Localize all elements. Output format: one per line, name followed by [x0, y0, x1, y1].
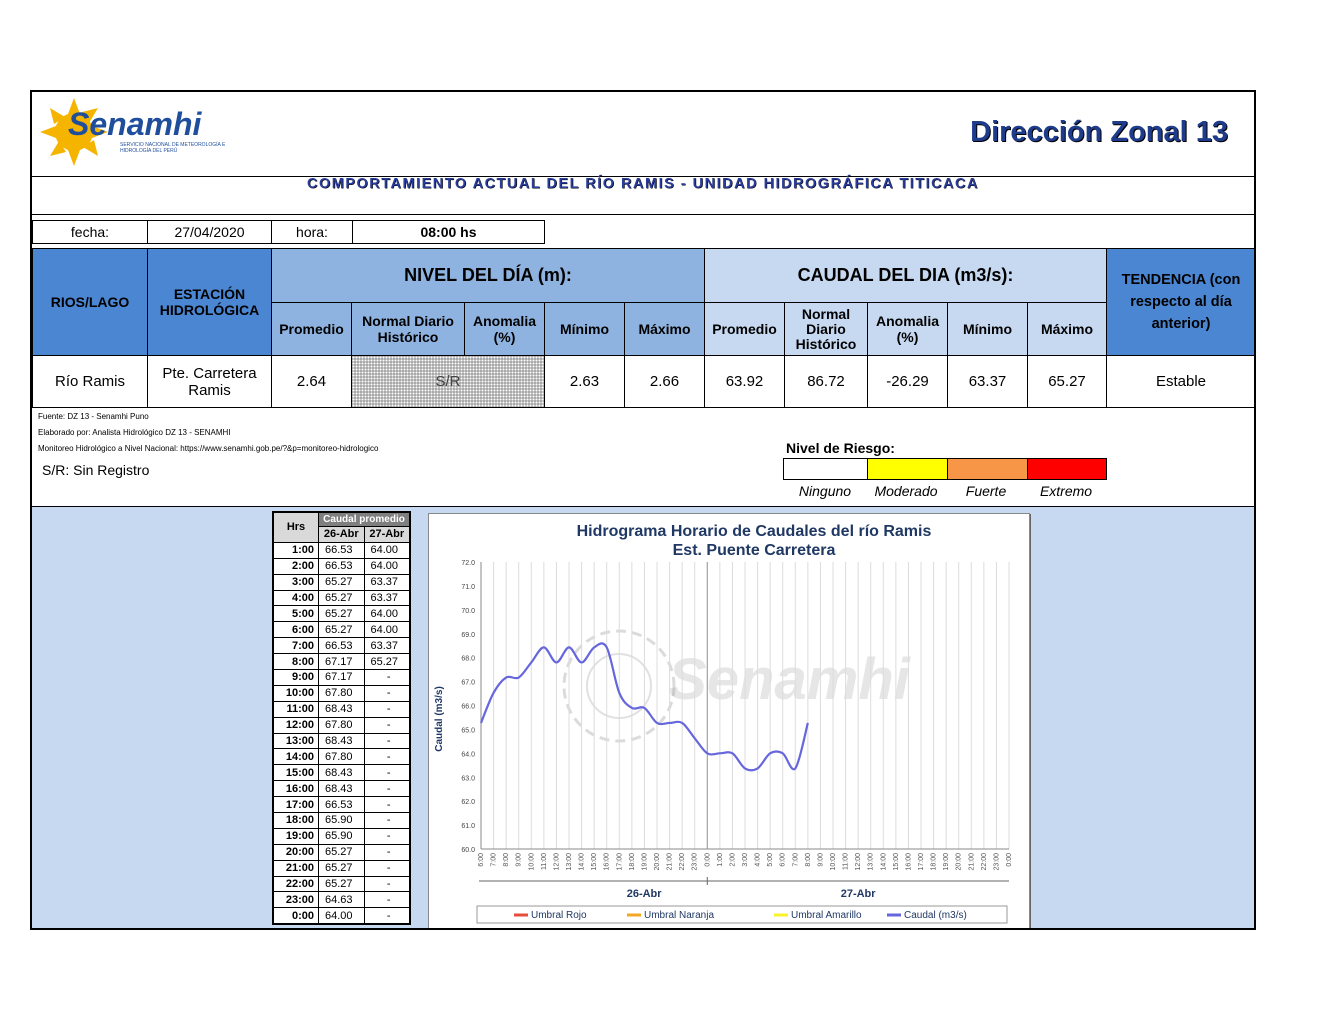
hourly-hour: 15:00 [274, 765, 319, 781]
hourly-value-27: - [364, 860, 410, 876]
hourly-row [274, 733, 410, 749]
col-estacion: ESTACIÓN HIDROLÓGICA [147, 248, 272, 356]
hourly-value-26: 65.27 [319, 622, 365, 638]
hourly-hour: 6:00 [274, 622, 319, 638]
x-tick-label: 6:00 [478, 853, 485, 867]
hourly-value-26: 64.63 [319, 892, 365, 908]
hourly-value-26: 65.27 [319, 860, 365, 876]
hourly-hrs-header: Hrs [274, 513, 319, 543]
hourly-value-27: - [364, 876, 410, 892]
x-tick-label: 17:00 [918, 853, 925, 871]
hourly-value-27: - [364, 892, 410, 908]
y-tick-label: 70.0 [461, 607, 475, 615]
x-tick-label: 22:00 [980, 853, 988, 871]
riesgo-extremo-label: Extremo [1039, 483, 1093, 499]
chart-title: Hidrograma Horario de Caudales del río Ramis [576, 523, 932, 540]
hora-label: hora: [271, 220, 353, 244]
hourly-row [274, 876, 410, 892]
row-rio: Río Ramis [32, 355, 148, 408]
x-tick-label: 2:00 [729, 853, 737, 867]
x-tick-label: 20:00 [654, 853, 661, 871]
nivel-title: NIVEL DEL DÍA (m): [271, 248, 705, 303]
hourly-value-27: 63.37 [364, 574, 410, 590]
y-tick-label: 66.0 [461, 703, 475, 711]
x-tick-label: 6:00 [779, 853, 787, 867]
hourly-value-26: 67.80 [319, 685, 365, 701]
hourly-row [274, 813, 410, 829]
fecha-value: 27/04/2020 [147, 220, 272, 244]
hourly-row [274, 717, 410, 733]
legend-label: Caudal (m3/s) [904, 910, 967, 921]
hourly-caudal-header: Caudal promedio [319, 513, 410, 527]
col-rios: RIOS/LAGO [32, 248, 148, 356]
hourly-value-26: 65.27 [319, 606, 365, 622]
nivel-anomalia-header: Anomalia (%) [464, 302, 545, 356]
hourly-row [274, 654, 410, 670]
hourly-row [274, 606, 410, 622]
hourly-value-27: - [364, 844, 410, 860]
x-tick-label: 3:00 [742, 853, 749, 867]
x-tick-label: 13:00 [867, 853, 875, 871]
hourly-value-27: - [364, 670, 410, 686]
hourly-col2-header: 27-Abr [364, 527, 410, 543]
hourly-hour: 1:00 [274, 542, 319, 558]
x-tick-label: 18:00 [628, 853, 636, 871]
hourly-hour: 5:00 [274, 606, 319, 622]
y-tick-label: 68.0 [461, 655, 475, 663]
y-tick-label: 72.0 [461, 560, 475, 567]
hourly-value-27: - [364, 749, 410, 765]
hourly-hour: 19:00 [274, 828, 319, 844]
hourly-hour: 16:00 [274, 781, 319, 797]
nivel-maximo-header: Máximo [624, 302, 705, 356]
hourly-col1-header: 26-Abr [319, 527, 365, 543]
x-tick-label: 21:00 [968, 853, 976, 871]
hourly-row [274, 622, 410, 638]
riesgo-moderado-box [867, 458, 948, 480]
hourly-value-26: 68.43 [319, 781, 365, 797]
caudal-minimo-header: Mínimo [947, 302, 1028, 356]
x-tick-label: 16:00 [603, 853, 611, 871]
hourly-value-26: 66.53 [319, 638, 365, 654]
row-caudal-maximo: 65.27 [1027, 355, 1107, 408]
row-nivel-minimo: 2.63 [544, 355, 625, 408]
x-tick-label: 23:00 [691, 853, 699, 871]
hourly-value-26: 64.00 [319, 908, 365, 924]
hourly-hour: 17:00 [274, 797, 319, 813]
hourly-value-27: - [364, 765, 410, 781]
hourly-value-26: 66.53 [319, 542, 365, 558]
note-elaborado: Elaborado por: Analista Hidrológico DZ 13 - SENAMHI [38, 428, 231, 437]
chart-subtitle: Est. Puente Carretera [672, 542, 836, 559]
hourly-value-27: 64.00 [364, 622, 410, 638]
hourly-value-27: - [364, 781, 410, 797]
hourly-value-26: 65.90 [319, 828, 365, 844]
x-tick-label: 10:00 [528, 853, 536, 871]
hourly-hour: 18:00 [274, 813, 319, 829]
y-tick-label: 64.0 [461, 751, 475, 759]
hourly-value-27: - [364, 828, 410, 844]
x-tick-label: 0:00 [1006, 853, 1013, 867]
hourly-row [274, 701, 410, 717]
hourly-hour: 4:00 [274, 590, 319, 606]
note-sr: S/R: Sin Registro [42, 462, 150, 478]
nivel-promedio-header: Promedio [271, 302, 352, 356]
x-tick-label: 15:00 [892, 853, 900, 871]
nivel-normal-header: Normal Diario Histórico [351, 302, 465, 356]
hourly-hour: 0:00 [274, 908, 319, 924]
hourly-row [274, 765, 410, 781]
x-tick-label: 9:00 [515, 853, 523, 867]
hourly-hour: 9:00 [274, 670, 319, 686]
hourly-row [274, 542, 410, 558]
x-tick-label: 5:00 [767, 853, 775, 867]
hourly-table [272, 511, 411, 925]
row-nivel-maximo: 2.66 [624, 355, 705, 408]
row-caudal-minimo: 63.37 [947, 355, 1028, 408]
row-estacion: Pte. Carretera Ramis [147, 355, 272, 408]
col-tendencia: TENDENCIA (con respecto al día anterior) [1106, 248, 1256, 356]
x-tick-label: 11:00 [540, 853, 548, 870]
chart-watermark: Senamhi [668, 647, 910, 712]
x-tick-label: 14:00 [578, 853, 586, 871]
hourly-row [274, 860, 410, 876]
hourly-value-27: 63.37 [364, 590, 410, 606]
nivel-minimo-header: Mínimo [544, 302, 625, 356]
x-tick-label: 23:00 [993, 853, 1001, 871]
hourly-value-27: - [364, 733, 410, 749]
x-tick-label: 16:00 [905, 853, 913, 871]
report-subtitle: COMPORTAMIENTO ACTUAL DEL RÍO RAMIS - UNIDAD HIDROGRÁFICA TITICACA [32, 176, 1254, 215]
hourly-value-26: 67.17 [319, 670, 365, 686]
hourly-hour: 10:00 [274, 685, 319, 701]
hourly-row [274, 558, 410, 574]
logo-text: Senamhi [68, 106, 202, 142]
hourly-row [274, 844, 410, 860]
hourly-hour: 22:00 [274, 876, 319, 892]
hourly-value-26: 68.43 [319, 733, 365, 749]
hourly-value-27: - [364, 813, 410, 829]
hourly-value-26: 65.90 [319, 813, 365, 829]
legend-label: Umbral Naranja [644, 910, 715, 921]
y-tick-label: 63.0 [461, 775, 475, 783]
hourly-row [274, 638, 410, 654]
row-caudal-anomalia: -26.29 [867, 355, 948, 408]
hourly-hour: 20:00 [274, 844, 319, 860]
x-tick-label: 9:00 [817, 853, 825, 867]
day-label: 27-Abr [840, 888, 876, 900]
x-tick-label: 18:00 [930, 853, 938, 871]
x-tick-label: 8:00 [503, 853, 511, 867]
hourly-value-27: 64.00 [364, 542, 410, 558]
riesgo-extremo-box [1027, 458, 1107, 480]
hourly-value-27: 64.00 [364, 606, 410, 622]
hourly-row [274, 670, 410, 686]
x-tick-label: 19:00 [641, 853, 649, 871]
x-tick-label: 22:00 [679, 853, 687, 871]
hourly-value-26: 65.27 [319, 876, 365, 892]
x-tick-label: 7:00 [792, 853, 800, 867]
report-header [32, 92, 1254, 177]
x-tick-label: 19:00 [943, 853, 951, 871]
riesgo-ninguno-label: Ninguno [798, 483, 852, 499]
hourly-value-26: 68.43 [319, 765, 365, 781]
x-tick-label: 14:00 [880, 853, 888, 871]
row-caudal-normal: 86.72 [784, 355, 868, 408]
hourly-hour: 14:00 [274, 749, 319, 765]
hydrograph-svg [429, 514, 1029, 928]
x-tick-label: 20:00 [955, 853, 963, 871]
hourly-row [274, 781, 410, 797]
y-tick-label: 69.0 [461, 631, 475, 639]
x-tick-label: 7:00 [490, 853, 498, 867]
hourly-hour: 3:00 [274, 574, 319, 590]
hydrograph-panel [32, 506, 1254, 930]
row-nivel-promedio: 2.64 [271, 355, 352, 408]
x-tick-label: 21:00 [666, 853, 674, 871]
y-tick-label: 65.0 [461, 727, 475, 735]
x-tick-label: 12:00 [855, 853, 863, 871]
hourly-value-27: 65.27 [364, 654, 410, 670]
x-tick-label: 15:00 [591, 853, 599, 871]
hourly-value-26: 67.80 [319, 717, 365, 733]
hourly-value-26: 66.53 [319, 797, 365, 813]
hourly-value-27: - [364, 701, 410, 717]
riesgo-title: Nivel de Riesgo: [786, 440, 895, 456]
legend-label: Umbral Amarillo [791, 910, 862, 921]
caudal-title: CAUDAL DEL DIA (m3/s): [704, 248, 1107, 303]
hourly-value-26: 66.53 [319, 558, 365, 574]
row-tendencia: Estable [1106, 355, 1256, 408]
hourly-value-27: 64.00 [364, 558, 410, 574]
hourly-hour: 12:00 [274, 717, 319, 733]
hourly-value-27: - [364, 685, 410, 701]
x-tick-label: 0:00 [704, 853, 712, 867]
row-caudal-promedio: 63.92 [704, 355, 785, 408]
hourly-row [274, 828, 410, 844]
hourly-hour: 13:00 [274, 733, 319, 749]
hourly-value-27: 63.37 [364, 638, 410, 654]
hourly-value-27: - [364, 797, 410, 813]
y-tick-label: 61.0 [461, 823, 475, 831]
hourly-row [274, 590, 410, 606]
hourly-hour: 21:00 [274, 860, 319, 876]
legend-label: Umbral Rojo [531, 910, 587, 921]
caudal-maximo-header: Máximo [1027, 302, 1107, 356]
logo-subtitle: SERVICIO NACIONAL DE METEOROLOGÍA E HIDROLOGÍA DEL PERÚ [120, 142, 226, 154]
hourly-hour: 2:00 [274, 558, 319, 574]
day-label: 26-Abr [626, 888, 662, 900]
hourly-value-26: 65.27 [319, 574, 365, 590]
x-tick-label: 4:00 [754, 853, 762, 867]
y-tick-label: 71.0 [461, 583, 475, 591]
hourly-row [274, 685, 410, 701]
x-tick-label: 12:00 [553, 853, 561, 871]
hourly-hour: 7:00 [274, 638, 319, 654]
x-tick-label: 17:00 [616, 853, 624, 871]
hydrograph-chart [428, 513, 1030, 929]
hourly-value-27: - [364, 717, 410, 733]
riesgo-fuerte-box [947, 458, 1028, 480]
y-tick-label: 67.0 [461, 679, 475, 687]
note-fuente: Fuente: DZ 13 - Senamhi Puno [38, 412, 149, 421]
hourly-value-26: 68.43 [319, 701, 365, 717]
hourly-row [274, 797, 410, 813]
chart-ylabel: Caudal (m3/s) [434, 686, 445, 752]
hora-value: 08:00 hs [352, 220, 545, 244]
hourly-hour: 23:00 [274, 892, 319, 908]
hourly-value-26: 65.27 [319, 844, 365, 860]
hourly-row [274, 574, 410, 590]
x-tick-label: 1:00 [716, 853, 724, 867]
hourly-hour: 8:00 [274, 654, 319, 670]
row-nivel-normal: S/R [351, 355, 545, 408]
note-monitoreo: Monitoreo Hidrológico a Nivel Nacional: https://www.senamhi.gob.pe/?&p=monitoreo-hidrologico [38, 444, 379, 453]
hourly-value-27: - [364, 908, 410, 924]
hourly-row [274, 749, 410, 765]
fecha-label: fecha: [32, 220, 148, 244]
x-tick-label: 13:00 [566, 853, 573, 871]
hourly-row [274, 892, 410, 908]
riesgo-fuerte-label: Fuerte [965, 483, 1007, 499]
riesgo-ninguno-box [783, 458, 868, 480]
x-tick-label: 8:00 [804, 853, 812, 867]
caudal-anomalia-header: Anomalia (%) [867, 302, 948, 356]
report-frame [30, 90, 1256, 930]
y-tick-label: 60.0 [461, 847, 475, 854]
hourly-value-26: 67.80 [319, 749, 365, 765]
x-tick-label: 11:00 [842, 853, 850, 870]
y-tick-label: 62.0 [461, 799, 475, 807]
hourly-hour: 11:00 [274, 701, 319, 717]
caudal-normal-header: Normal Diario Histórico [784, 302, 868, 356]
riesgo-moderado-label: Moderado [874, 483, 938, 499]
hourly-row [274, 908, 410, 924]
caudal-promedio-header: Promedio [704, 302, 785, 356]
x-tick-label: 10:00 [830, 853, 837, 871]
hourly-value-26: 67.17 [319, 654, 365, 670]
hourly-value-26: 65.27 [319, 590, 365, 606]
zona-title: Dirección Zonal 13 [970, 116, 1228, 148]
